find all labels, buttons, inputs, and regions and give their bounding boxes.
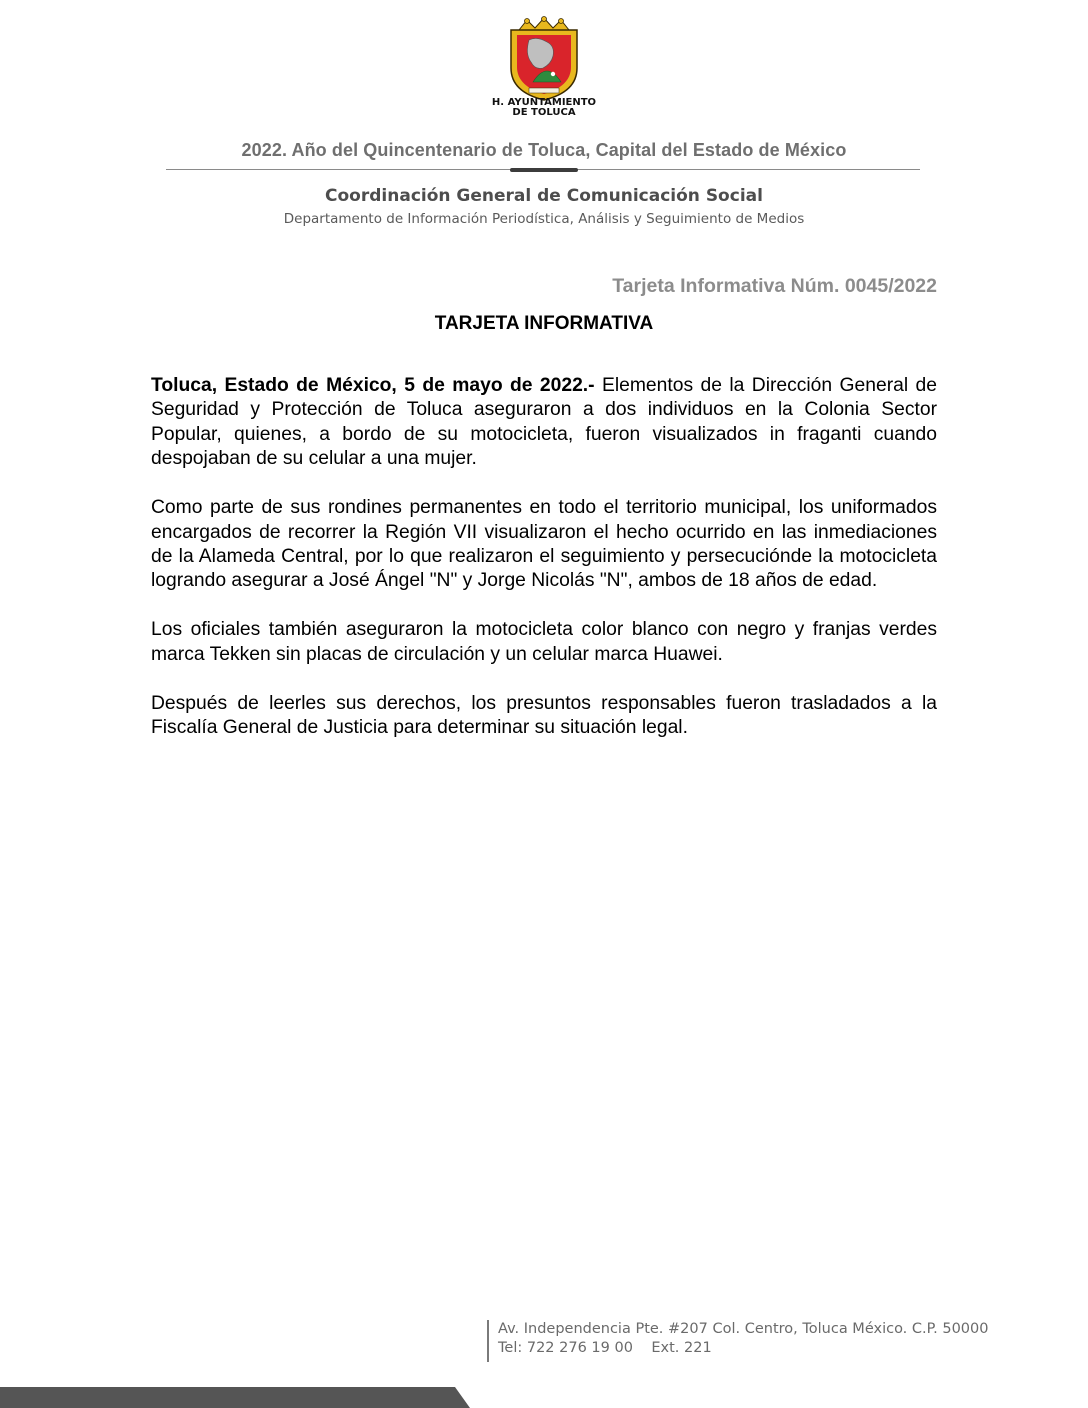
document-body bbox=[151, 374, 937, 765]
toluca-seal-logo bbox=[507, 16, 581, 102]
paragraph-2: Como parte de sus rondines permanentes en todo el territorio municipal, los uniformados encargados de recorrer la Región VII visualizaron el hecho ocurrido en las inmediaciones de la Alameda Central, por lo que realizaron el seguimiento y persecuciónde la motocicleta logrando asegurar a José Ángel "N" y Jorge Nicolás "N", ambos de 18 años de edad. bbox=[151, 497, 937, 592]
department-subheading: Departamento de Información Periodística, Análisis y Seguimiento de Medios bbox=[283, 211, 805, 227]
header-divider-accent bbox=[510, 168, 578, 172]
document-title: TARJETA INFORMATIVA bbox=[434, 313, 654, 334]
footer-band bbox=[0, 1387, 470, 1408]
paragraph-3: Los oficiales también aseguraron la motocicleta color blanco con negro y franjas verdes marca Tekken sin placas de circulación y un celular marca Huawei. bbox=[151, 619, 937, 665]
footer-divider bbox=[487, 1320, 489, 1362]
paragraph-1-text: Elementos de la Dirección General de Seguridad y Protección de Toluca aseguraron a dos individuos en la Colonia Sector Popular, quienes, a bordo de su motocicleta, fueron visualizados in fraganti cuando despojaban de su celular a una mujer. bbox=[151, 375, 937, 470]
footer-address: Av. Independencia Pte. #207 Col. Centro, Toluca México. C.P. 50000 bbox=[498, 1321, 989, 1337]
footer-phone: Tel: 722 276 19 00 Ext. 221 bbox=[498, 1340, 712, 1356]
paragraph-4: Después de leerles sus derechos, los presuntos responsables fueron trasladados a la Fiscalía General de Justicia para determinar su situación legal. bbox=[151, 692, 937, 739]
coordination-heading: Coordinación General de Comunicación Social bbox=[325, 186, 763, 206]
institution-name-line1: H. AYUNTAMIENTO bbox=[491, 97, 597, 108]
dateline: Toluca, Estado de México, 5 de mayo de 2022.- bbox=[151, 375, 595, 396]
card-number: Tarjeta Informativa Núm. 0045/2022 bbox=[612, 275, 937, 297]
year-motto: 2022. Año del Quincentenario de Toluca, Capital del Estado de México bbox=[241, 140, 847, 160]
paragraph-1 bbox=[151, 374, 937, 472]
institution-name-line2: DE TOLUCA bbox=[512, 107, 576, 118]
